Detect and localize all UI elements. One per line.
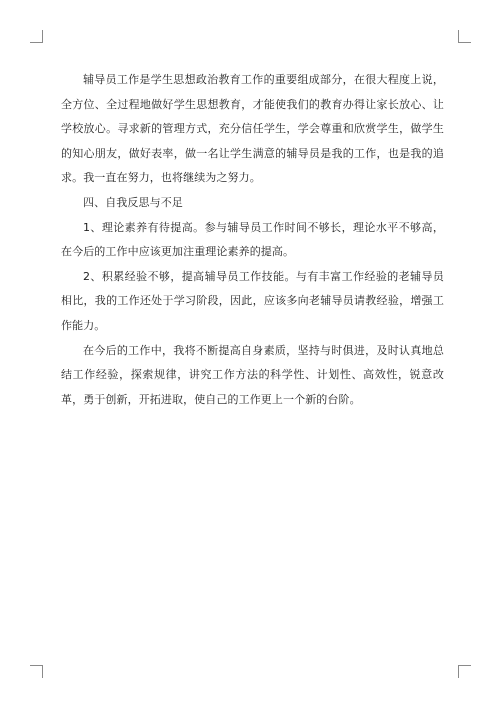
crop-mark-top-left (30, 30, 43, 43)
crop-mark-top-right (458, 30, 471, 43)
crop-mark-bottom-right (458, 665, 471, 678)
paragraph-counselor-work: 辅导员工作是学生思想政治教育工作的重要组成部分，在很大程度上说，全方位、全过程地做好学生思想教育，才能使我们的教育办得让家长放心、让学校放心。寻求新的管理方式，充分信任学生，学会尊重和欣赏学生，做学生的知心朋友，做好表率，做一名让学生满意的辅导员是我的工作，也是我的追求。我一直在努力，也将继续为之努力。 (61, 73, 444, 185)
crop-mark-bottom-left (30, 665, 43, 678)
paragraph-theory-improvement: 1、理论素养有待提高。参与辅导员工作时间不够长，理论水平不够高，在今后的工作中应该更加注重理论素养的提高。 (61, 220, 444, 259)
paragraph-future-work: 在今后的工作中，我将不断提高自身素质，坚持与时俱进，及时认真地总结工作经验，探索规律，讲究工作方法的科学性、计划性、高效性，锐意改革，勇于创新，开拓进取，使自己的工作更上一个新的台阶。 (61, 343, 444, 406)
paragraph-experience-accumulation: 2、积累经验不够，提高辅导员工作技能。与有丰富工作经验的老辅导员相比，我的工作还处于学习阶段，因此，应该多向老辅导员请教经验，增强工作能力。 (61, 269, 444, 332)
section-heading-self-reflection: 四、自我反思与不足 (83, 195, 183, 209)
document-body (61, 68, 444, 412)
